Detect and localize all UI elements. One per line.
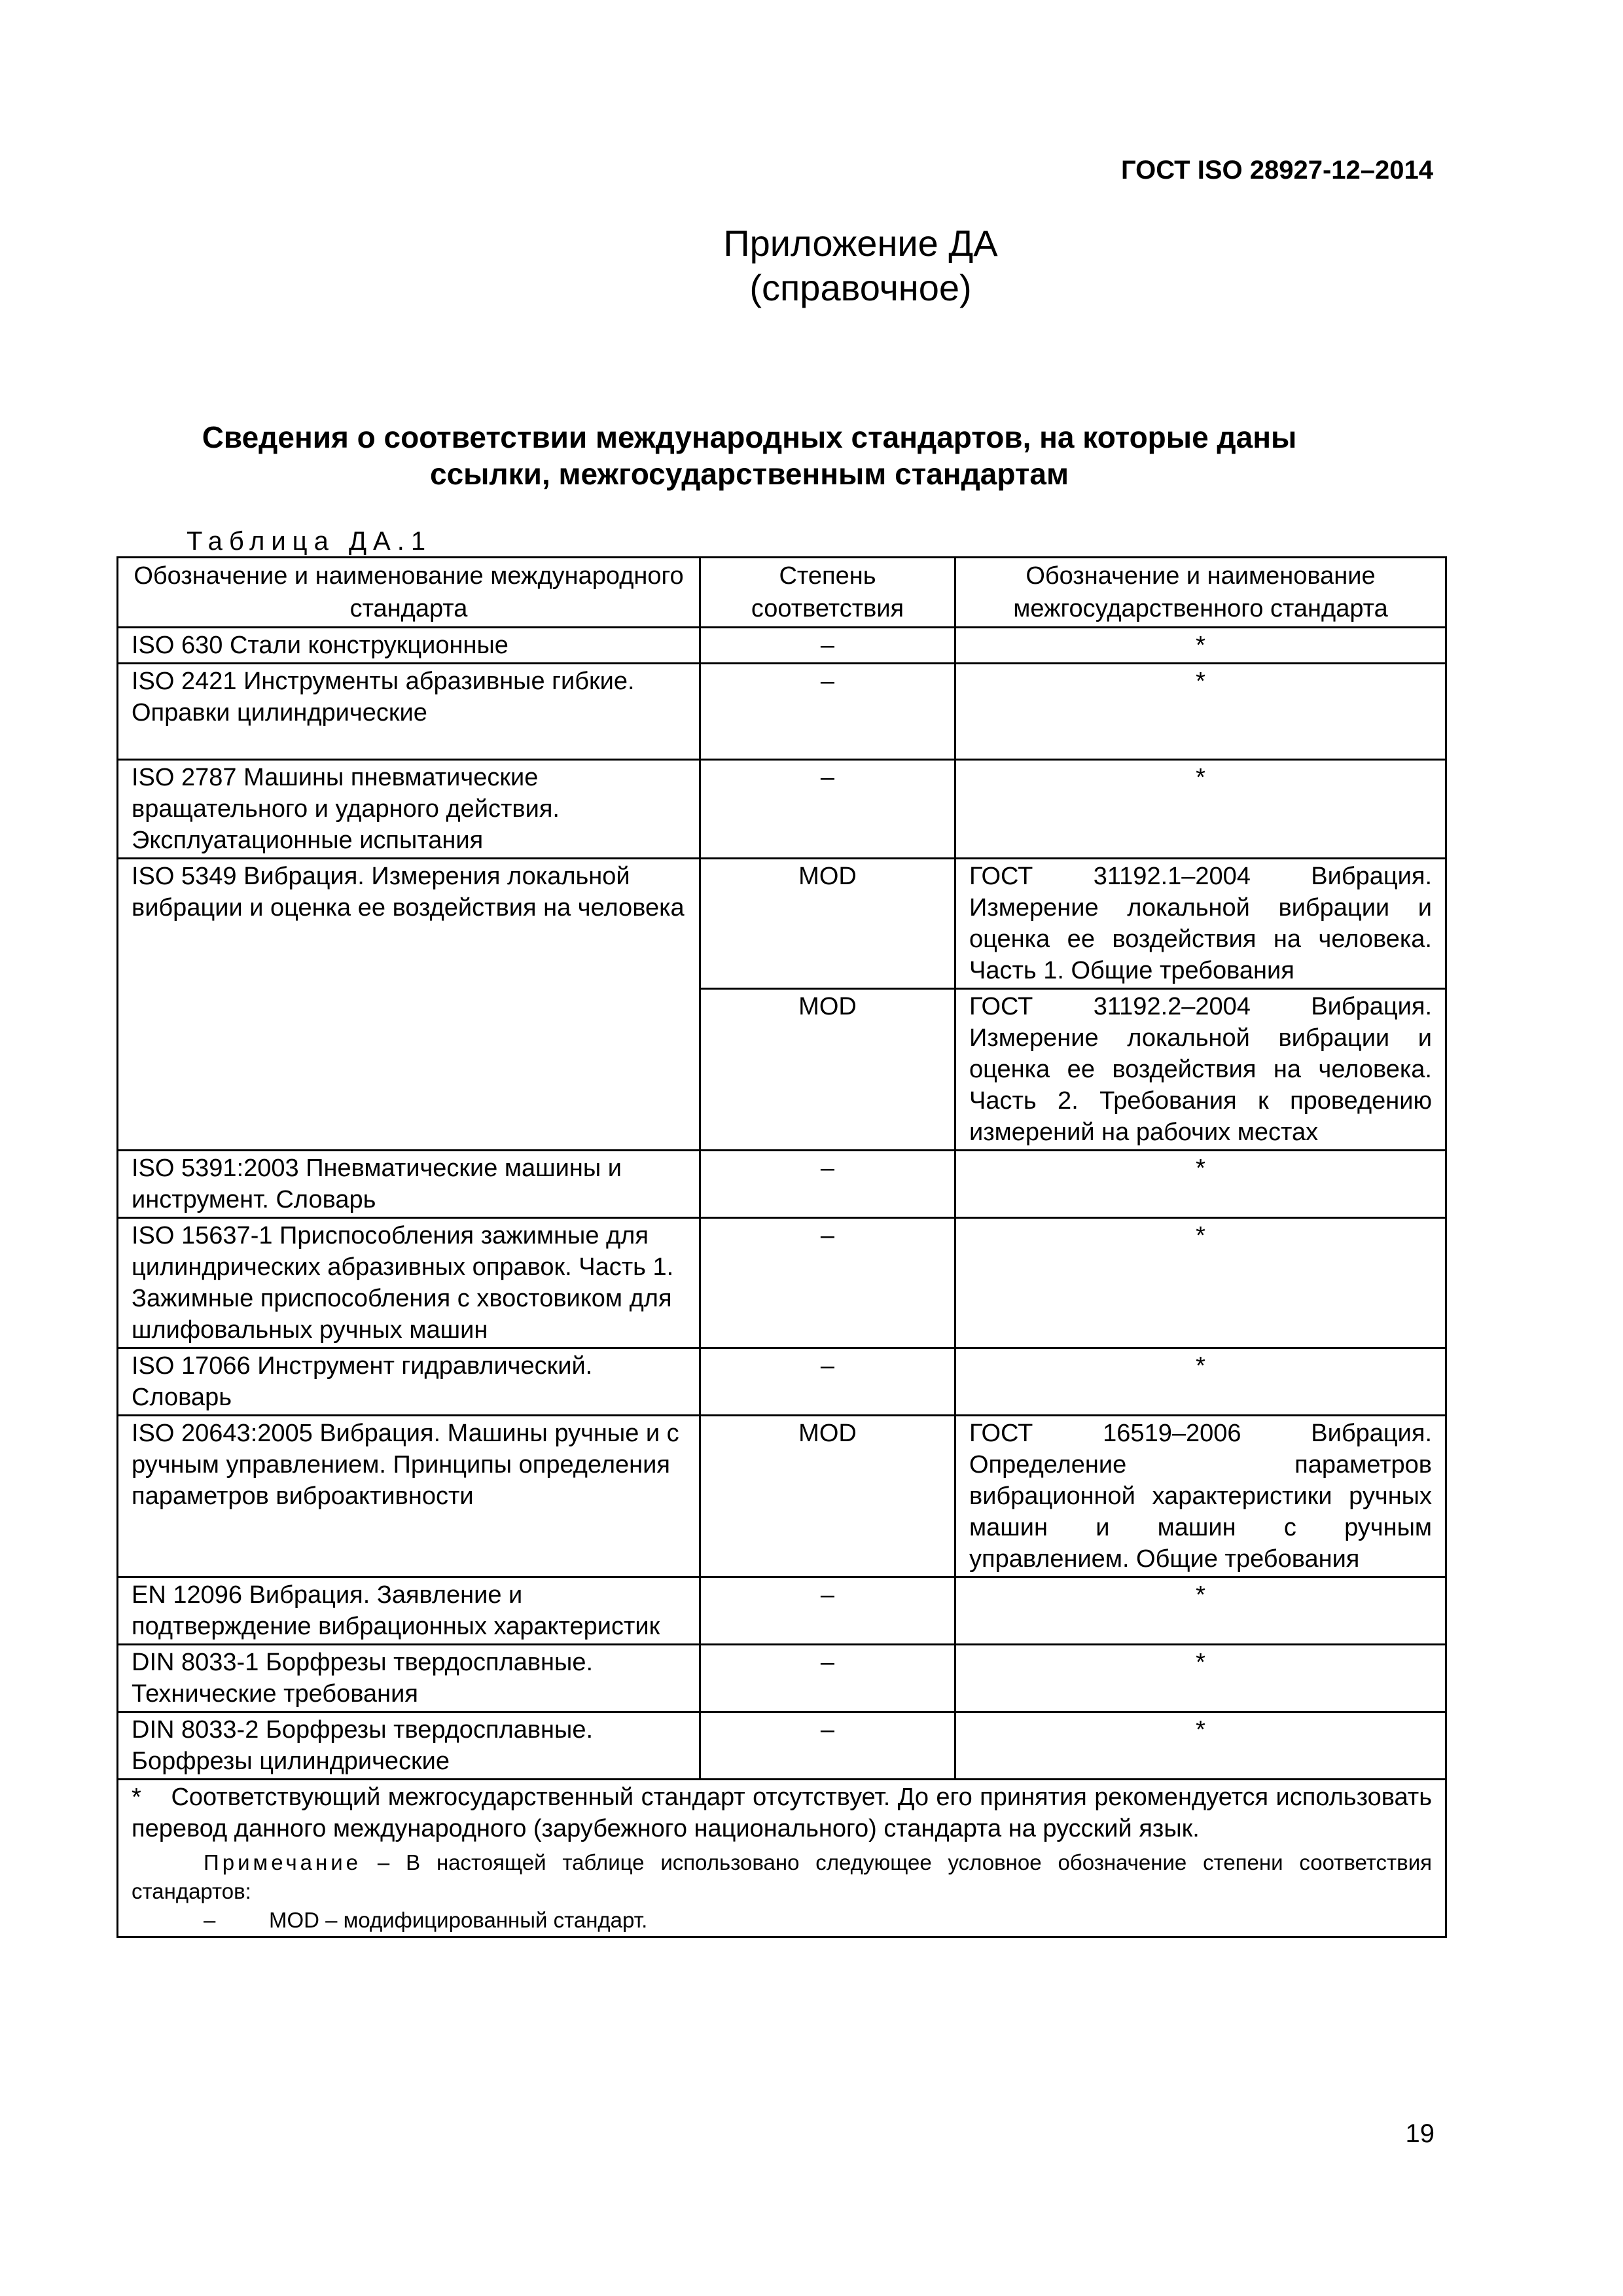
note-item: [132, 1906, 1432, 1935]
page-number: 19: [1405, 2119, 1435, 2148]
table-header-row: [118, 558, 1446, 628]
note-item-text: MOD – модифицированный стандарт.: [269, 1908, 648, 1932]
interstate-cell: ГОСТ 31192.1–2004 Вибрация. Измерение локальной вибрации и оценка ее воздействия на человека. Часть 1. Общие требования: [955, 859, 1446, 989]
table-footer: [118, 1780, 1446, 1937]
intl-cell: ISO 17066 Инструмент гидравлический. Словарь: [118, 1348, 700, 1416]
table-row: [118, 628, 1446, 664]
footnote-text: Соответствующий межгосударственный стандарт отсутствует. До его принятия рекомендуется использовать перевод данного международного (зарубежного национального) стандарта на русский язык.: [132, 1784, 1433, 1842]
table-row: [118, 1151, 1446, 1218]
interstate-cell: *: [955, 628, 1446, 664]
table-row: [118, 1416, 1446, 1577]
interstate-cell: *: [955, 1348, 1446, 1416]
intl-cell: ISO 630 Стали конструкционные: [118, 628, 700, 664]
header-degree: Степень соответствия: [700, 558, 955, 628]
table-footer-row: [118, 1780, 1446, 1937]
degree-cell: MOD: [700, 989, 955, 1151]
document-code: ГОСТ ISO 28927-12–2014: [1121, 156, 1433, 185]
degree-cell: –: [700, 628, 955, 664]
intl-cell: DIN 8033-1 Борфрезы твердосплавные. Технические требования: [118, 1645, 700, 1712]
interstate-cell: *: [955, 664, 1446, 760]
degree-cell: MOD: [700, 859, 955, 989]
table-row: [118, 1348, 1446, 1416]
intl-cell: ISO 5391:2003 Пневматические машины и инструмент. Словарь: [118, 1151, 700, 1218]
table-row: [118, 1645, 1446, 1712]
degree-cell: –: [700, 1577, 955, 1645]
appendix-title: [0, 221, 1623, 310]
note-text: – В настоящей таблице использовано следующее условное обозначение степени соответствия стандартов:: [132, 1850, 1432, 1903]
intl-cell: ISO 20643:2005 Вибрация. Машины ручные и с ручным управлением. Принципы определения параметров виброактивности: [118, 1416, 700, 1577]
degree-cell: –: [700, 1218, 955, 1348]
section-title-line1: Сведения о соответствии международных стандартов, на которые даны: [202, 420, 1297, 454]
standards-table: [116, 556, 1447, 1938]
footnote: [132, 1782, 1432, 1844]
interstate-cell: *: [955, 1151, 1446, 1218]
intl-cell: ISO 2787 Машины пневматические вращательного и ударного действия. Эксплуатационные испытания: [118, 760, 700, 859]
footnote-marker: *: [132, 1784, 141, 1811]
section-title-line2: ссылки, межгосударственным стандартам: [429, 457, 1069, 491]
degree-cell: –: [700, 1151, 955, 1218]
appendix-title-line1: Приложение ДА: [723, 223, 998, 264]
appendix-title-line2: (справочное): [749, 267, 972, 308]
section-title: [131, 419, 1368, 492]
degree-cell: MOD: [700, 1416, 955, 1577]
table-row: [118, 859, 1446, 989]
interstate-cell: ГОСТ 16519–2006 Вибрация. Определение параметров вибрационной характеристики ручных машин и машин с ручным управлением. Общие требования: [955, 1416, 1446, 1577]
table-row: [118, 760, 1446, 859]
interstate-cell: ГОСТ 31192.2–2004 Вибрация. Измерение локальной вибрации и оценка ее воздействия на человека. Часть 2. Требования к проведению измерений на рабочих местах: [955, 989, 1446, 1151]
degree-cell: –: [700, 1645, 955, 1712]
degree-cell: –: [700, 1348, 955, 1416]
interstate-cell: *: [955, 1577, 1446, 1645]
interstate-cell: *: [955, 1645, 1446, 1712]
degree-cell: –: [700, 664, 955, 760]
interstate-cell: *: [955, 760, 1446, 859]
interstate-cell: *: [955, 1712, 1446, 1780]
intl-cell: ISO 15637-1 Приспособления зажимные для цилиндрических абразивных оправок. Часть 1. Зажимные приспособления с хвостовиком для шлифовальных ручных машин: [118, 1218, 700, 1348]
intl-cell: DIN 8033-2 Борфрезы твердосплавные. Борфрезы цилиндрические: [118, 1712, 700, 1780]
note: [132, 1848, 1432, 1906]
table-row: [118, 1218, 1446, 1348]
note-item-dash: –: [204, 1908, 216, 1932]
header-interstate: Обозначение и наименование межгосударственного стандарта: [955, 558, 1446, 628]
note-label: Примечание: [204, 1850, 362, 1874]
intl-cell: ISO 5349 Вибрация. Измерения локальной вибрации и оценка ее воздействия на человека: [118, 859, 700, 1151]
table-caption: Таблица ДА.1: [187, 527, 433, 556]
header-intl: Обозначение и наименование международного стандарта: [118, 558, 700, 628]
degree-cell: –: [700, 1712, 955, 1780]
intl-cell: EN 12096 Вибрация. Заявление и подтверждение вибрационных характеристик: [118, 1577, 700, 1645]
table-row: [118, 1577, 1446, 1645]
table-row: [118, 1712, 1446, 1780]
interstate-cell: *: [955, 1218, 1446, 1348]
intl-cell: ISO 2421 Инструменты абразивные гибкие. Оправки цилиндрические: [118, 664, 700, 760]
degree-cell: –: [700, 760, 955, 859]
table-row: [118, 664, 1446, 760]
